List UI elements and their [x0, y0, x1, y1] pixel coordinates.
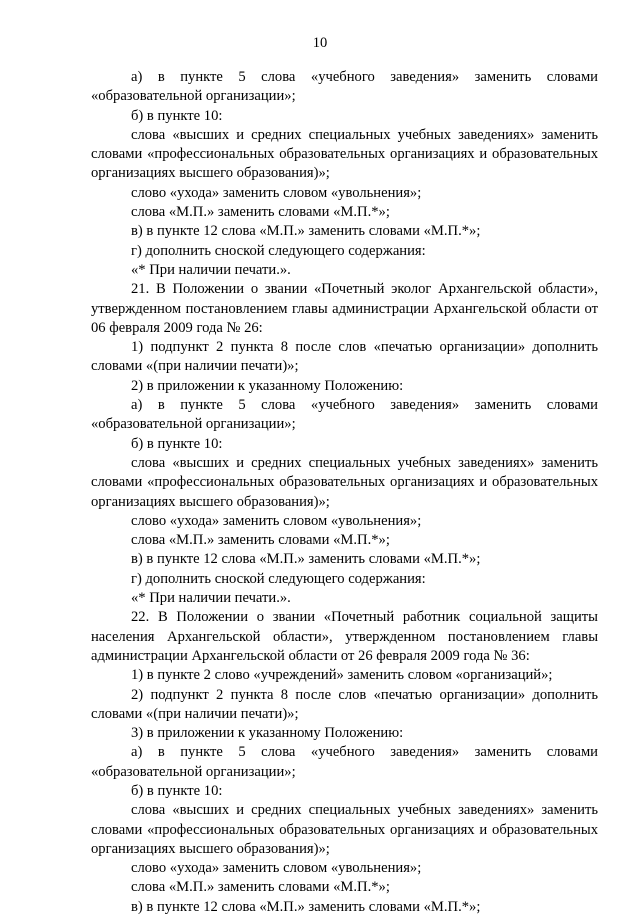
- paragraph: слова «М.П.» заменить словами «М.П.*»;: [131, 532, 390, 549]
- paragraph: г) дополнить сноской следующего содержания:: [131, 570, 426, 587]
- document-body: [91, 68, 598, 917]
- paragraph: слово «ухода» заменить словом «увольнения»;: [131, 184, 422, 201]
- paragraph: в) в пункте 12 слова «М.П.» заменить словами «М.П.*»;: [131, 898, 481, 915]
- paragraph: а) в пункте 5 слова «учебного заведения» заменить словами «образовательной организации»;: [91, 397, 598, 433]
- paragraph: 3) в приложении к указанному Положению:: [131, 725, 404, 742]
- paragraph: в) в пункте 12 слова «М.П.» заменить словами «М.П.*»;: [131, 551, 481, 568]
- paragraph: «* При наличии печати.».: [131, 261, 291, 278]
- paragraph: в) в пункте 12 слова «М.П.» заменить словами «М.П.*»;: [131, 223, 481, 240]
- paragraph: «* При наличии печати.».: [131, 590, 291, 607]
- paragraph: 22. В Положении о звании «Почетный работник социальной защиты населения Архангельской области», утвержденном постановлением главы администрации Архангельской области от 26 февраля 2009 года № 36:: [91, 609, 598, 664]
- page-number: 10: [312, 35, 328, 51]
- paragraph: 1) в пункте 2 слово «учреждений» заменить словом «организаций»;: [131, 667, 553, 684]
- paragraph: 2) в приложении к указанному Положению:: [131, 377, 404, 394]
- paragraph: слова «М.П.» заменить словами «М.П.*»;: [131, 204, 390, 221]
- paragraph: слова «высших и средних специальных учебных заведениях» заменить словами «профессиональных образовательных организациях и образовательных организациях высшего образования)»;: [91, 454, 598, 510]
- paragraph: 1) подпункт 2 пункта 8 после слов «печатью организации» дополнить словами «(при наличии печати)»;: [91, 339, 598, 375]
- paragraph: слова «высших и средних специальных учебных заведениях» заменить словами «профессиональных образовательных организациях и образовательных организациях высшего образования)»;: [91, 126, 598, 182]
- paragraph: 21. В Положении о звании «Почетный эколог Архангельской области», утвержденном постановлением главы администрации Архангельской области от 06 февраля 2009 года № 26:: [91, 281, 598, 336]
- paragraph: г) дополнить сноской следующего содержания:: [131, 242, 426, 259]
- paragraph: б) в пункте 10:: [131, 435, 223, 452]
- paragraph: слово «ухода» заменить словом «увольнения»;: [131, 512, 422, 529]
- paragraph: слова «М.П.» заменить словами «М.П.*»;: [131, 879, 390, 896]
- paragraph: слова «высших и средних специальных учебных заведениях» заменить словами «профессиональных образовательных организациях и образовательных организациях высшего образования)»;: [91, 802, 598, 857]
- paragraph: а) в пункте 5 слова «учебного заведения» заменить словами «образовательной организации»;: [91, 744, 598, 780]
- paragraph: 2) подпункт 2 пункта 8 после слов «печатью организации» дополнить словами «(при наличии печати)»;: [91, 686, 598, 722]
- paragraph: б) в пункте 10:: [131, 107, 223, 124]
- paragraph: б) в пункте 10:: [131, 782, 223, 799]
- paragraph: а) в пункте 5 слова «учебного заведения» заменить словами «образовательной организации»;: [91, 69, 598, 105]
- paragraph: слово «ухода» заменить словом «увольнения»;: [131, 860, 422, 877]
